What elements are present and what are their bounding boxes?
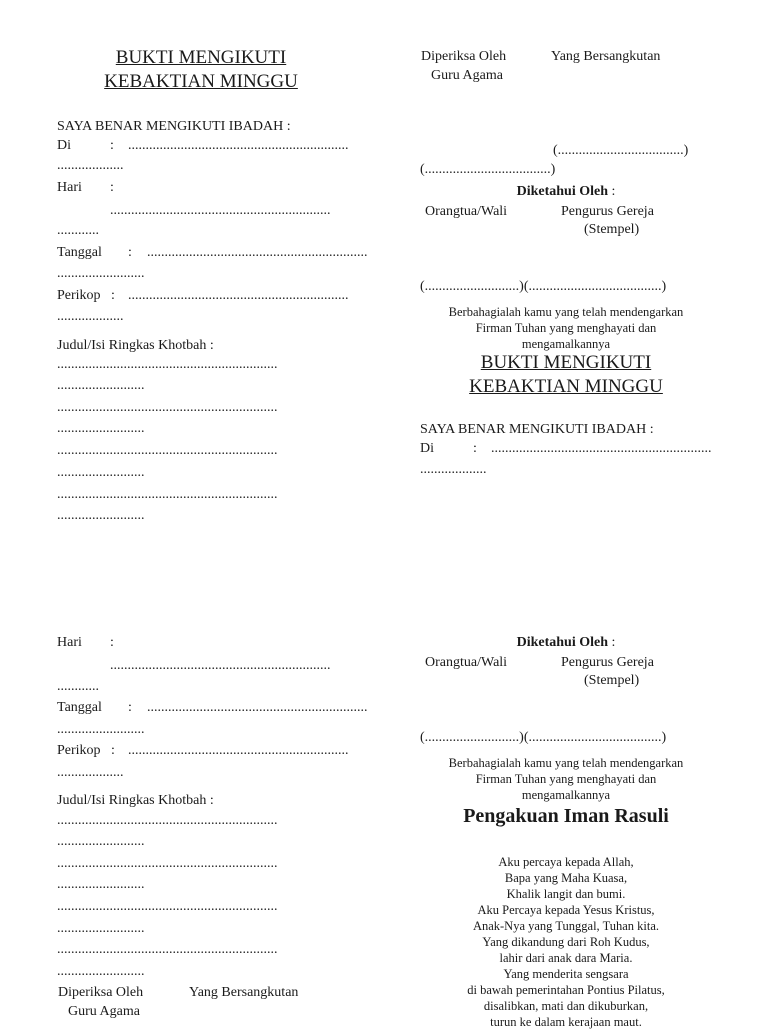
- diperiksa-oleh: Diperiksa Oleh: [58, 985, 144, 1000]
- guru-agama: Guru Agama: [68, 1004, 140, 1019]
- di-field-dots-cont[interactable]: ...................: [420, 462, 487, 477]
- tanggal-label: Tanggal: [57, 245, 102, 260]
- di-field-dots-cont[interactable]: ...................: [57, 158, 124, 173]
- guru-agama: Guru Agama: [431, 68, 503, 83]
- judul-line-4b[interactable]: .........................: [57, 964, 145, 979]
- blessing-line-1: Berbahagialah kamu yang telah mendengarkan: [448, 305, 684, 319]
- creed-line: disalibkan, mati dan dikuburkan,: [483, 999, 649, 1013]
- judul-line-2[interactable]: ...............................................................: [57, 856, 278, 871]
- blessing-line-2: Firman Tuhan yang menghayati dan: [475, 321, 657, 335]
- perikop-field-dots-cont[interactable]: ...................: [57, 765, 124, 780]
- judul-line-3b[interactable]: .........................: [57, 921, 145, 936]
- di-colon: :: [110, 138, 114, 153]
- orangtua-wali: Orangtua/Wali: [425, 204, 508, 219]
- tanggal-label: Tanggal: [57, 700, 102, 715]
- hari-label: Hari: [57, 635, 82, 650]
- signature-pair[interactable]: (...........................)(......................................): [420, 279, 667, 294]
- tanggal-field-dots[interactable]: ...............................................................: [147, 700, 368, 715]
- creed-line: di bawah pemerintahan Pontius Pilatus,: [467, 983, 665, 997]
- creed-line: Aku Percaya kepada Yesus Kristus,: [477, 903, 655, 917]
- di-label: Di: [57, 138, 71, 153]
- creed-line: Yang dikandung dari Roh Kudus,: [482, 935, 650, 949]
- card-title-line2: KEBAKTIAN MINGGU: [469, 376, 663, 397]
- creed-line: Anak-Nya yang Tunggal, Tuhan kita.: [472, 919, 660, 933]
- judul-line-1b[interactable]: .........................: [57, 378, 145, 393]
- creed-line: Bapa yang Maha Kuasa,: [504, 871, 628, 885]
- perikop-colon: :: [111, 743, 115, 758]
- stempel: (Stempel): [584, 673, 640, 688]
- hari-field-dots-cont[interactable]: ............: [57, 223, 99, 238]
- tanggal-field-dots[interactable]: ...............................................................: [147, 245, 368, 260]
- diketahui-colon: :: [608, 184, 616, 199]
- di-label: Di: [420, 441, 434, 456]
- card-title-line1: BUKTI MENGIKUTI: [480, 352, 652, 373]
- tanggal-field-dots-cont[interactable]: .........................: [57, 266, 145, 281]
- hari-field-dots[interactable]: ...............................................................: [110, 658, 331, 673]
- perikop-field-dots[interactable]: ...............................................................: [128, 288, 349, 303]
- perikop-label: Perikop: [57, 743, 101, 758]
- perikop-field-dots[interactable]: ...............................................................: [128, 743, 349, 758]
- blessing-line-1: Berbahagialah kamu yang telah mendengarkan: [448, 756, 684, 770]
- hari-field-dots[interactable]: ...............................................................: [110, 203, 331, 218]
- perikop-field-dots-cont[interactable]: ...................: [57, 309, 124, 324]
- judul-line-2b[interactable]: .........................: [57, 421, 145, 436]
- judul-line-4[interactable]: ...............................................................: [57, 942, 278, 957]
- creed-line: turun ke dalam kerajaan maut.: [490, 1015, 642, 1029]
- stempel: (Stempel): [584, 222, 640, 237]
- diketahui-oleh-label: Diketahui Oleh: [516, 184, 608, 199]
- diketahui-oleh: [420, 184, 712, 200]
- judul-line-2[interactable]: ...............................................................: [57, 400, 278, 415]
- blessing-line-2: Firman Tuhan yang menghayati dan: [475, 772, 657, 786]
- attendance-heading: SAYA BENAR MENGIKUTI IBADAH :: [420, 422, 654, 437]
- hari-colon: :: [110, 635, 114, 650]
- creed-line: lahir dari anak dara Maria.: [499, 951, 633, 965]
- card-title-line1: BUKTI MENGIKUTI: [115, 47, 287, 68]
- signature-guru-agama[interactable]: (....................................): [420, 162, 556, 177]
- judul-label: Judul/Isi Ringkas Khotbah :: [57, 338, 214, 353]
- di-field-dots[interactable]: ...............................................................: [128, 138, 349, 153]
- signature-pair[interactable]: (...........................)(......................................): [420, 730, 667, 745]
- creed-line: Aku percaya kepada Allah,: [498, 855, 634, 869]
- tanggal-colon: :: [128, 245, 132, 260]
- yang-bersangkutan: Yang Bersangkutan: [551, 49, 661, 64]
- diketahui-oleh-label: Diketahui Oleh: [516, 635, 608, 650]
- judul-line-4b[interactable]: .........................: [57, 508, 145, 523]
- diperiksa-oleh: Diperiksa Oleh: [421, 49, 507, 64]
- perikop-label: Perikop: [57, 288, 101, 303]
- diketahui-colon: :: [608, 635, 616, 650]
- di-field-dots[interactable]: ...............................................................: [491, 441, 712, 456]
- judul-line-3b[interactable]: .........................: [57, 465, 145, 480]
- judul-label: Judul/Isi Ringkas Khotbah :: [57, 793, 214, 808]
- creed-line: Yang menderita sengsara: [503, 967, 629, 981]
- creed-title: Pengakuan Iman Rasuli: [463, 805, 669, 827]
- perikop-colon: :: [111, 288, 115, 303]
- judul-line-1[interactable]: ...............................................................: [57, 813, 278, 828]
- pengurus-gereja: Pengurus Gereja: [561, 204, 654, 219]
- card-title-line2: KEBAKTIAN MINGGU: [104, 71, 298, 92]
- judul-line-3[interactable]: ...............................................................: [57, 443, 278, 458]
- blessing-line-3: mengamalkannya: [521, 337, 611, 351]
- tanggal-field-dots-cont[interactable]: .........................: [57, 722, 145, 737]
- attendance-heading: SAYA BENAR MENGIKUTI IBADAH :: [57, 119, 291, 134]
- hari-label: Hari: [57, 180, 82, 195]
- judul-line-1b[interactable]: .........................: [57, 834, 145, 849]
- judul-line-1[interactable]: ...............................................................: [57, 357, 278, 372]
- diketahui-oleh: [420, 635, 712, 651]
- orangtua-wali: Orangtua/Wali: [425, 655, 508, 670]
- judul-line-4[interactable]: ...............................................................: [57, 487, 278, 502]
- judul-line-2b[interactable]: .........................: [57, 877, 145, 892]
- judul-line-3[interactable]: ...............................................................: [57, 899, 278, 914]
- yang-bersangkutan: Yang Bersangkutan: [189, 985, 299, 1000]
- signature-yang-bersangkutan[interactable]: (....................................): [553, 143, 689, 158]
- hari-field-dots-cont[interactable]: ............: [57, 679, 99, 694]
- hari-colon: :: [110, 180, 114, 195]
- creed-line: Khalik langit dan bumi.: [506, 887, 626, 901]
- blessing-line-3: mengamalkannya: [521, 788, 611, 802]
- di-colon: :: [473, 441, 477, 456]
- pengurus-gereja: Pengurus Gereja: [561, 655, 654, 670]
- tanggal-colon: :: [128, 700, 132, 715]
